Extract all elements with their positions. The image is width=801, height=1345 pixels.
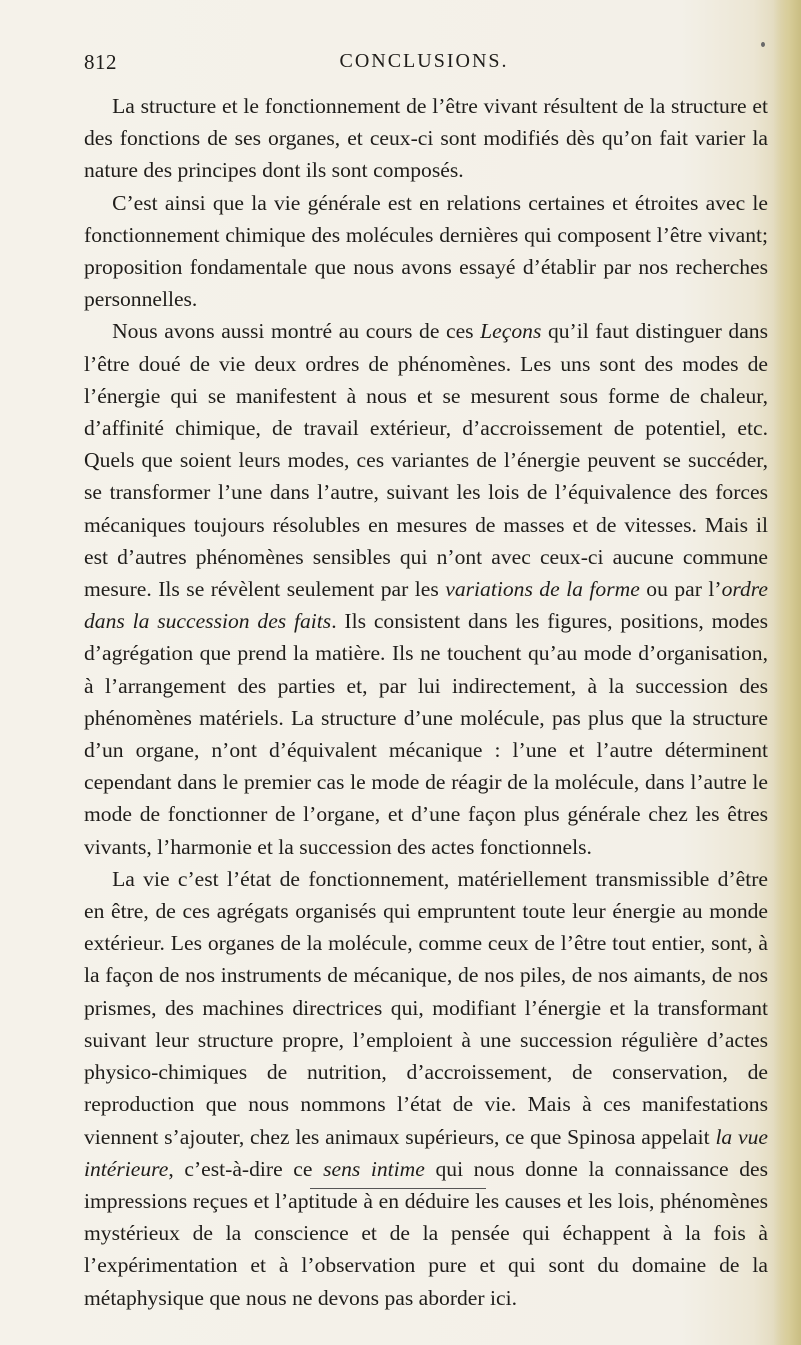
italic-run: sens intime bbox=[323, 1156, 425, 1181]
closing-rule bbox=[310, 1188, 486, 1189]
text-run: qu’il faut distinguer dans l’être doué de vie deux ordres de phénomènes. Les uns sont des modes de l’énergie qui se manifestent à nous et se mesurent sous forme de chaleur, d’affinité chimique, de travail extérieur, d’accroissement de potentiel, etc. Quels que soient leurs modes, ces variantes de l’énergie peuvent se succéder, se transformer l’une dans l’autre, suivant les lois de l’équivalence des forces mécaniques toujours résolubles en mesures de masses et de vitesses. Mais il est d’autres phénomènes sensibles qui n’ont avec ceux-ci aucune commune mesure. Ils se révèlent seulement par les bbox=[84, 319, 768, 602]
page-number: 812 bbox=[84, 50, 117, 74]
paragraph-4 bbox=[84, 863, 768, 1314]
paragraph-1: La structure et le fonctionnement de l’être vivant résultent de la structure et des fonctions de ses organes, et ceux-ci sont modifiés dès qu’on fait varier la nature des principes dont ils sont composés. bbox=[84, 94, 768, 183]
page-edge-discoloration bbox=[773, 0, 801, 1345]
italic-run: la vue intérieure bbox=[84, 1124, 768, 1181]
body-text bbox=[84, 90, 768, 1314]
italic-run: Leçons bbox=[480, 319, 542, 344]
italic-run: ordre dans la succession des faits bbox=[84, 577, 768, 634]
text-run: . Ils consistent dans les figures, positions, modes d’agrégation que prend la matière. Ils ne touchent qu’au mode d’organisation, à l’arrangement des parties et, par lui indirectement, à la succession des phénomènes matériels. La structure d’une molécule, pas plus que la structure d’un organe, n’ont d’équivalent mécanique : l’une et l’autre déterminent cependant dans le premier cas le mode de réagir de la molécule, dans l’autre le mode de fonctionner de l’organe, et d’une façon plus générale chez les êtres vivants, l’harmonie et la succession des actes fonctionnels. bbox=[84, 609, 768, 859]
page-header bbox=[84, 50, 764, 80]
text-run: qui nous donne la connaissance des impressions reçues et l’aptitude à en déduire les causes et les lois, phénomènes mystérieux de la conscience et de la pensée qui échappent à la fois à l’expérimentation et à l’observation pure et qui sont du domaine de la métaphysique que nous ne devons pas aborder ici. bbox=[84, 1156, 768, 1310]
text-run: ou par l’ bbox=[639, 577, 722, 602]
ink-speck bbox=[761, 42, 765, 47]
text-run: , c’est-à-dire ce bbox=[168, 1156, 324, 1181]
running-head: CONCLUSIONS. bbox=[339, 50, 509, 72]
text-run: La vie c’est l’état de fonctionnement, matériellement transmissible d’être en être, de ces agrégats organisés qui empruntent toute leur énergie au monde extérieur. Les organes de la molécule, comme ceux de l’être tout entier, sont, à la façon de nos instruments de mécanique, de nos piles, de nos aimants, de nos prismes, des machines directrices qui, modifiant l’énergie et la transformant suivant leur structure propre, l’emploient à une succession régulière d’actes physico-chimiques de nutrition, d’accroissement, de conservation, de reproduction que nous nommons l’état de vie. Mais à ces manifestations viennent s’ajouter, chez les animaux supérieurs, ce que Spinosa appelait bbox=[84, 866, 768, 1149]
paragraph-2: C’est ainsi que la vie générale est en relations certaines et étroites avec le fonctionnement chimique des molécules dernières qui composent l’être vivant; proposition fondamentale que nous avons essayé d’établir par nos recherches personnelles. bbox=[84, 190, 768, 312]
text-run: Nous avons aussi montré au cours de ces bbox=[112, 319, 481, 344]
italic-run: variations de la forme bbox=[445, 577, 640, 602]
paragraph-3 bbox=[84, 315, 768, 862]
